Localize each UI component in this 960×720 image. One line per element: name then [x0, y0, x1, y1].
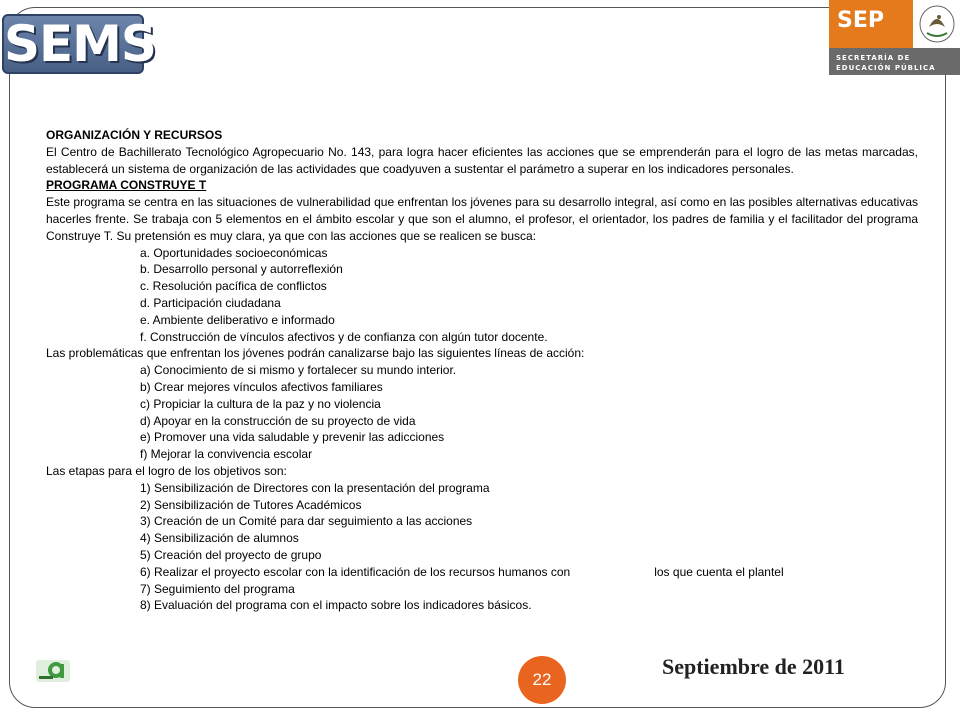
dgeta-logo-icon [36, 660, 70, 682]
section-heading-programa: PROGRAMA CONSTRUYE T [46, 178, 207, 193]
list-item: a. Oportunidades socioeconómicas [140, 245, 328, 260]
list-item: a) Conocimiento de si mismo y fortalecer su mundo interior. [140, 363, 457, 378]
list-item-6-part1: 6) Realizar el proyecto escolar con la identificación de los recursos humanos con [140, 564, 571, 579]
list-item: 7) Seguimiento del programa [140, 581, 295, 596]
list-item: c) Propiciar la cultura de la paz y no violencia [140, 396, 381, 411]
list-item: e. Ambiente deliberativo e informado [140, 312, 335, 327]
list-item: f) Mejorar la convivencia escolar [140, 447, 313, 462]
document-body [46, 127, 918, 614]
list-item: b. Desarrollo personal y autorreflexión [140, 262, 343, 277]
paragraph-programa: Este programa se centra en las situaciones de vulnerabilidad que enfrentan los jóvenes para su desarrollo integral, así como en las posibles alternativas educativas hacerles frente. Se trabaja con 5 elementos en el ámbito escolar y que son el alumno, el profesor, el orientador, los padres de familia y el facilitador del programa Construye T. Su pretensión es muy clara, ya que con las acciones que se realicen se busca: [46, 195, 918, 243]
list-item: 8) Evaluación del programa con el impacto sobre los indicadores básicos. [140, 598, 532, 613]
paragraph-organizacion: El Centro de Bachillerato Tecnológico Agropecuario No. 143, para logra hacer eficientes las acciones que se emprenderán para el logro de las metas marcadas, establecerá un sistema de organización de las actividades que coadyuven a sustentar el parámetro a superar en los indicadores personales. [46, 144, 918, 176]
page-number-badge: 22 [518, 656, 566, 704]
section-heading-organizacion: ORGANIZACIÓN Y RECURSOS [46, 128, 223, 142]
sep-orange-block [829, 0, 913, 48]
list-item: 5) Creación del proyecto de grupo [140, 547, 322, 562]
sep-logo [829, 0, 960, 75]
list-item: 1) Sensibilización de Directores con la presentación del programa [140, 480, 490, 495]
list-item: 2) Sensibilización de Tutores Académicos [140, 497, 362, 512]
list-item-6 [46, 564, 918, 581]
list-item: f. Construcción de vínculos afectivos y de confianza con algún tutor docente. [140, 329, 548, 344]
sems-logo [2, 14, 156, 74]
sep-logo-text: SEP [837, 8, 884, 33]
list-item: e) Promover una vida saludable y prevenir las adicciones [140, 430, 445, 445]
list-item-6-part2: los que cuenta el plantel [654, 564, 784, 579]
intro-lineas-accion: Las problemáticas que enfrentan los jóvenes podrán canalizarse bajo las siguientes líneas de acción: [46, 346, 585, 361]
list-item: b) Crear mejores vínculos afectivos familiares [140, 379, 383, 394]
mexican-eagle-emblem-icon [913, 0, 960, 48]
sems-logo-text: SEMS [4, 15, 156, 73]
list-item: 4) Sensibilización de alumnos [140, 531, 299, 546]
list-item: c. Resolución pacífica de conflictos [140, 279, 327, 294]
intro-etapas: Las etapas para el logro de los objetivos son: [46, 463, 287, 478]
list-item: d) Apoyar en la construcción de su proyecto de vida [140, 413, 416, 428]
list-item: 3) Creación de un Comité para dar seguimiento a las acciones [140, 514, 473, 529]
sep-subtitle: SECRETARÍA DE EDUCACIÓN PÚBLICA [836, 54, 936, 72]
date-label: Septiembre de 2011 [662, 654, 845, 679]
list-item: d. Participación ciudadana [140, 295, 281, 310]
